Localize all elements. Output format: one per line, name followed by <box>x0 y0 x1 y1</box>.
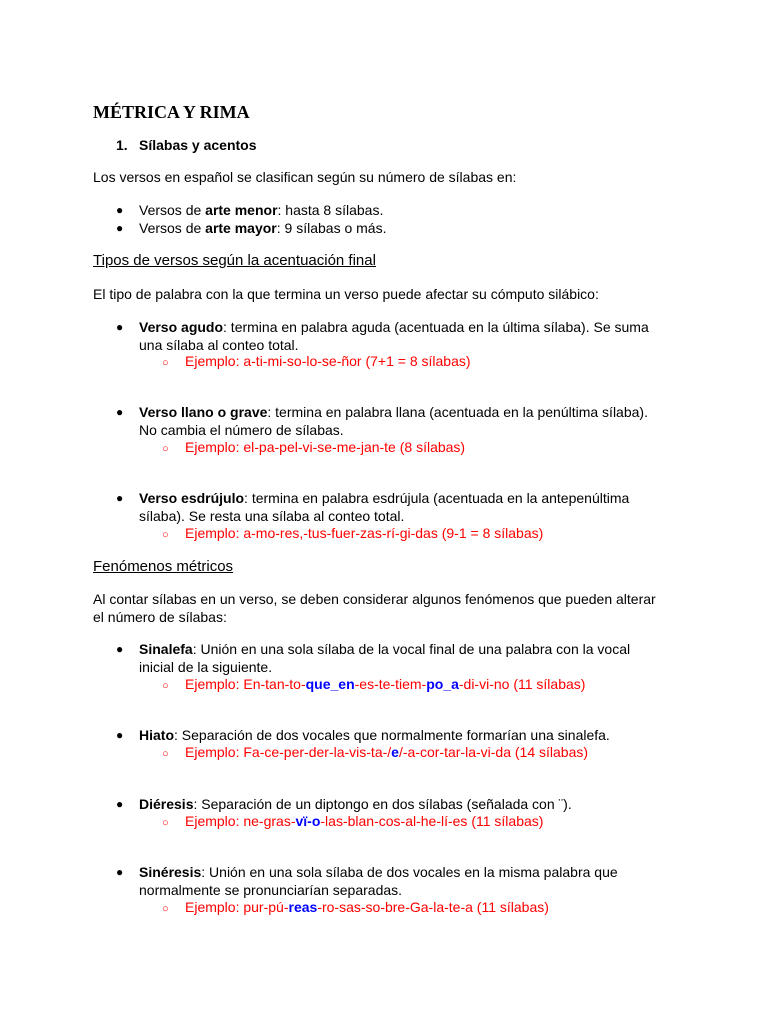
list-item-verso-agudo: Verso agudo: termina en palabra aguda (acentuada en la última sílaba). Se suma una sílaba al conteo total. <box>139 319 649 353</box>
document-title: MÉTRICA Y RIMA <box>93 102 250 122</box>
example-hiato: ○ Ejemplo: Fa-ce-per-der-la-vis-ta-/e/-a-cor-tar-la-vi-da (14 sílabas) <box>162 743 588 763</box>
tipos-intro: El tipo de palabra con la que termina un verso puede afectar su cómputo silábico: <box>93 286 599 302</box>
example-verso-agudo: ○ Ejemplo: a-ti-mi-so-lo-se-ñor (7+1 = 8 sílabas) <box>162 352 471 372</box>
list-item-hiato: Hiato: Separación de dos vocales que normalmente formarían una sinalefa. <box>139 727 610 743</box>
bullet-icon: ● <box>116 728 124 742</box>
circle-bullet-icon: ○ <box>162 529 169 541</box>
list-item-arte-mayor: Versos de arte mayor: 9 sílabas o más. <box>139 220 387 236</box>
section-heading-text: Sílabas y acentos <box>139 137 257 153</box>
bullet-icon: ● <box>116 642 124 656</box>
list-item-verso-llano: Verso llano o grave: termina en palabra llana (acentuada en la penúltima sílaba). No cambia el número de sílabas. <box>139 404 648 438</box>
fenomenos-intro: Al contar sílabas en un verso, se deben considerar algunos fenómenos que pueden alterar el número de sílabas: <box>93 591 656 625</box>
highlight-sineresis: reas <box>288 899 318 915</box>
list-item-arte-menor: Versos de arte menor: hasta 8 sílabas. <box>139 202 384 218</box>
bullet-icon: ● <box>116 865 124 879</box>
bullet-icon: ● <box>116 797 124 811</box>
highlight-hiato: e <box>391 744 399 760</box>
circle-bullet-icon: ○ <box>162 817 169 829</box>
example-dieresis: ○ Ejemplo: ne-gras-vï-o-las-blan-cos-al-he-lí-es (11 sílabas) <box>162 812 543 832</box>
circle-bullet-icon: ○ <box>162 443 169 455</box>
bullet-icon: ● <box>116 405 124 419</box>
list-item-dieresis: Diéresis: Separación de un diptongo en dos sílabas (señalada con ¨). <box>139 796 572 812</box>
highlight-sinalefa: que_en <box>305 676 355 692</box>
subheading-tipos-versos: Tipos de versos según la acentuación final <box>93 252 376 269</box>
list-item-sinalefa: Sinalefa: Unión en una sola sílaba de la vocal final de una palabra con la vocal inicial de la siguiente. <box>139 641 631 675</box>
circle-bullet-icon: ○ <box>162 903 169 915</box>
example-verso-llano: ○ Ejemplo: el-pa-pel-vi-se-me-jan-te (8 sílabas) <box>162 438 465 458</box>
example-sinalefa: ○ Ejemplo: En-tan-to-que_en-es-te-tiem-po_a-di-vi-no (11 sílabas) <box>162 675 585 695</box>
section-heading-silabas <box>116 136 257 154</box>
bullet-icon: ● <box>116 320 124 334</box>
highlight-dieresis: vï-o <box>295 813 321 829</box>
example-verso-esdrujulo: ○ Ejemplo: a-mo-res,-tus-fuer-zas-rí-gi-das (9-1 = 8 sílabas) <box>162 524 543 544</box>
circle-bullet-icon: ○ <box>162 748 169 760</box>
section-number: 1. <box>116 137 128 153</box>
bullet-icon: ● <box>116 491 124 505</box>
list-item-verso-esdrujulo: Verso esdrújulo: termina en palabra esdrújula (acentuada en la antepenúltima sílaba). Se resta una sílaba al conteo total. <box>139 490 630 524</box>
subheading-fenomenos: Fenómenos métricos <box>93 558 234 575</box>
circle-bullet-icon: ○ <box>162 357 169 369</box>
list-item-sineresis: Sinéresis: Unión en una sola sílaba de dos vocales en la misma palabra que normalmente se pronunciarían separadas. <box>139 864 618 898</box>
example-sineresis: ○ Ejemplo: pur-pú-reas-ro-sas-so-bre-Ga-la-te-a (11 sílabas) <box>162 898 549 918</box>
bullet-icon: ● <box>116 203 124 217</box>
intro-paragraph: Los versos en español se clasifican según su número de sílabas en: <box>93 169 517 185</box>
bullet-icon: ● <box>116 221 124 235</box>
highlight-sinalefa: po_a <box>426 676 459 692</box>
circle-bullet-icon: ○ <box>162 680 169 692</box>
